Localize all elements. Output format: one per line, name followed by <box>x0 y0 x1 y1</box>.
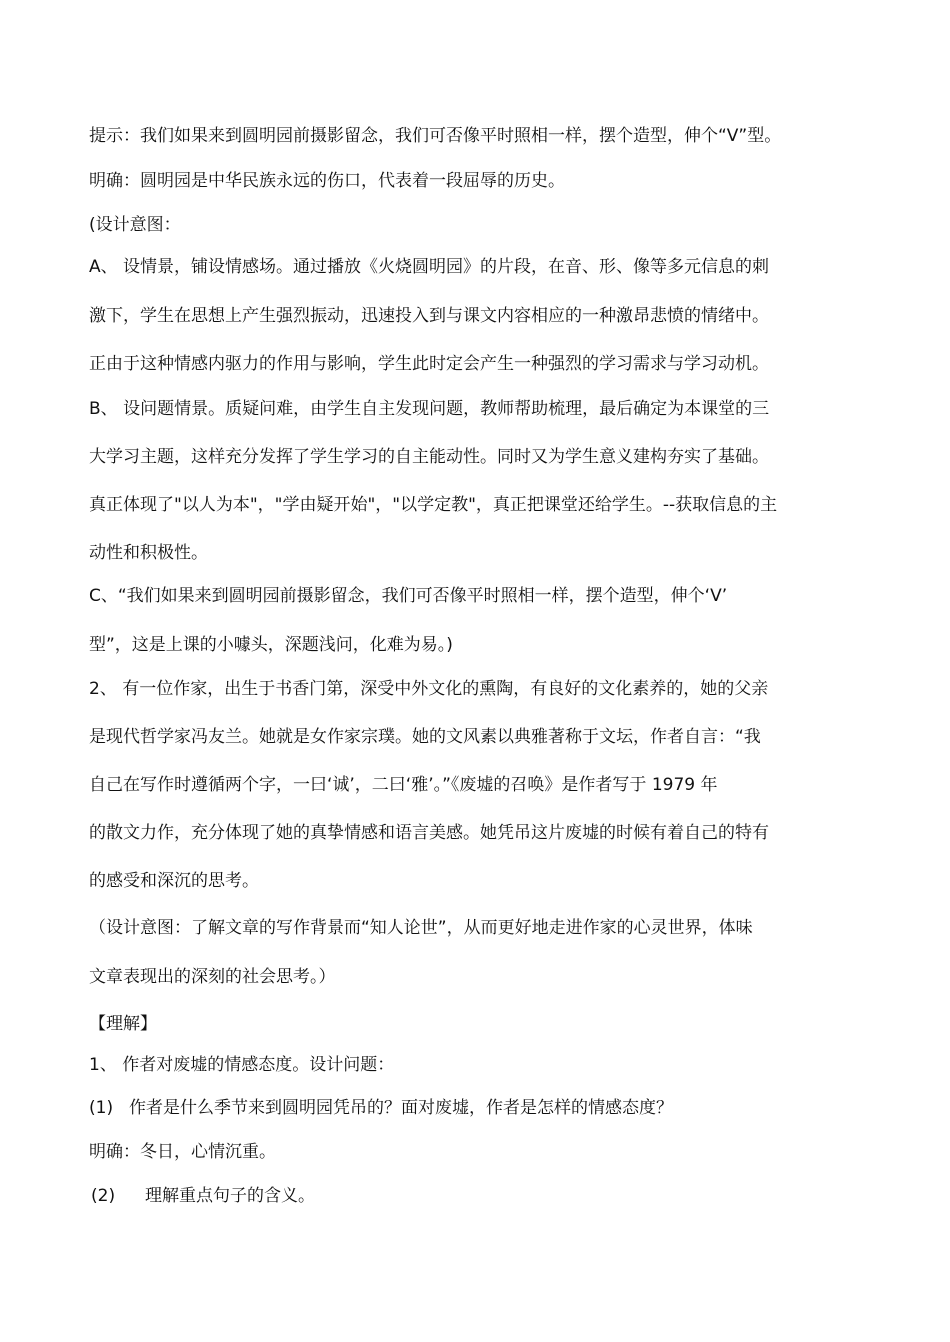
point-a-line-3: 正由于这种情感内驱力的作用与影响，学生此时定会产生一种强烈的学习需求与学习动机。 <box>89 354 769 374</box>
question-1-heading: 1、 作者对废墟的情感态度。设计问题： <box>89 1055 395 1075</box>
point-a-line-1: A、 设情景，铺设情感场。通过播放《火烧圆明园》的片段，在音、形、像等多元信息的刺 <box>89 257 770 277</box>
sub-question-1-text: 作者是什么季节来到圆明园凭吊的？面对废墟，作者是怎样的情感态度？ <box>129 1098 673 1118</box>
hint-paragraph: 提示：我们如果来到圆明园前摄影留念，我们可否像平时照相一样，摆个造型，伸个“V”型。 <box>89 126 782 146</box>
sub-question-2-text: 理解重点句子的含义。 <box>145 1186 315 1206</box>
point-c-line-2: 型”，这是上课的小噱头，深题浅问，化难为易。) <box>89 635 453 655</box>
section-2-line-1: 2、 有一位作家，出生于书香门第，深受中外文化的熏陶，有良好的文化素养的，她的父亲 <box>89 679 769 699</box>
point-a-line-2: 激下，学生在思想上产生强烈振动，迅速投入到与课文内容相应的一种激昂悲愤的情绪中。 <box>89 306 769 326</box>
sub-question-1 <box>89 1097 889 1119</box>
section-heading-understand: 【理解】 <box>89 1014 157 1034</box>
point-c-line-1: C、“我们如果来到圆明园前摄影留念，我们可否像平时照相一样，摆个造型，伸个‘V’ <box>89 586 728 606</box>
design-intent-heading: (设计意图： <box>89 215 181 235</box>
section-2-line-2: 是现代哲学家冯友兰。她就是女作家宗璞。她的文风素以典雅著称于文坛，作者自言：“我 <box>89 727 761 747</box>
design-intent-2-line-2: 文章表现出的深刻的社会思考。） <box>89 967 336 987</box>
design-intent-2-line-1: （设计意图：了解文章的写作背景而“知人论世”，从而更好地走进作家的心灵世界，体味 <box>89 918 753 938</box>
section-2-line-5: 的感受和深沉的思考。 <box>89 871 259 891</box>
point-b-line-3: 真正体现了"以人为本"，"学由疑开始"，"以学定教"，真正把课堂还给学生。--获取信息的主 <box>89 495 778 515</box>
answer-paragraph: 明确：圆明园是中华民族永远的伤口，代表着一段屈辱的历史。 <box>89 171 565 191</box>
point-b-line-2: 大学习主题，这样充分发挥了学生学习的自主能动性。同时又为学生意义建构夯实了基础。 <box>89 447 769 467</box>
section-2-line-4: 的散文力作，充分体现了她的真挚情感和语言美感。她凭吊这片废墟的时候有着自己的特有 <box>89 823 769 843</box>
section-2-line-3: 自己在写作时遵循两个字，一曰‘诚’，二曰‘雅’。”《废墟的召唤》是作者写于 1979 年 <box>89 775 718 795</box>
sub-question-2-marker: (2) <box>91 1186 116 1206</box>
sub-question-2 <box>91 1185 891 1207</box>
sub-question-1-marker: (1) <box>89 1098 114 1118</box>
point-b-line-4: 动性和积极性。 <box>89 543 208 563</box>
answer-1: 明确：冬日，心情沉重。 <box>89 1142 276 1162</box>
point-b-line-1: B、 设问题情景。质疑问难，由学生自主发现问题，教师帮助梳理，最后确定为本课堂的三 <box>89 399 770 419</box>
